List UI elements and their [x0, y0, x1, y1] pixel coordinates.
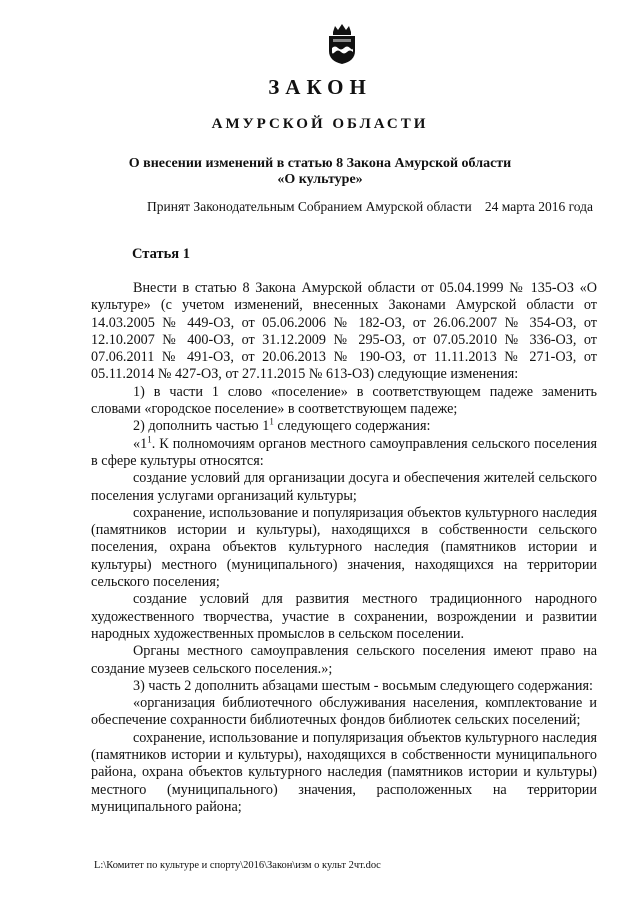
paragraph: 3) часть 2 дополнить абзацами шестым - восьмым следующего содержания:: [133, 677, 593, 694]
paragraph-text: 2) дополнить частью 1: [133, 418, 270, 435]
paragraph: [91, 418, 597, 435]
superscript: 1: [147, 433, 152, 444]
law-title: ЗАКОН: [268, 75, 372, 99]
file-path-footer: L:\Комитет по культуре и спорту\2016\Закон\изм о культ 2чт.doc: [94, 860, 381, 871]
adoption-line: [147, 199, 593, 215]
amur-oblast-coat-of-arms-icon: [323, 23, 361, 65]
region-title: АМУРСКОЙ ОБЛАСТИ: [211, 116, 429, 132]
paragraph: сохранение, использование и популяризация объектов культурного наследия (памятников истории и культуры), находящихся в собственности муниципального района, охрана объектов культурного наследия (памятников истории и культуры) местного (муниципального) значения, расположенных на территории муниципального района;: [91, 729, 597, 815]
paragraph: сохранение, использование и популяризация объектов культурного наследия (памятников истории и культуры), находящихся в собственности сельского поселения, охрана объектов культурного наследия (памятников истории и культуры) местного (муниципального) значения, находящихся на территории сельского поселения;: [91, 504, 597, 591]
adoption-date: 24 марта 2016 года: [484, 199, 593, 214]
article-body: [91, 280, 597, 816]
superscript: 1: [269, 416, 274, 427]
paragraph-text: . К полномочиям органов местного самоуправления сельского поселения в сфере культуры относятся:: [91, 435, 597, 469]
paragraph: Внести в статью 8 Закона Амурской области от 05.04.1999 № 135-ОЗ «О культуре» (с учетом изменений, внесенных Законами Амурской области от 14.03.2005 № 449-ОЗ, от 05.06.2006 № 182-ОЗ, от 26.06.2007 № 354-ОЗ, от 12.10.2007 № 400-ОЗ, от 31.12.2009 № 295-ОЗ, от 07.05.2010 № 336-ОЗ, от 07.06.2011 № 491-ОЗ, от 20.06.2013 № 190-ОЗ, от 11.11.2013 № 271-ОЗ, от 05.11.2014 № 427-ОЗ, от 27.11.2015 № 613-ОЗ) следующие изменения:: [91, 280, 597, 383]
paragraph: Органы местного самоуправления сельского поселения имеют право на создание музеев сельского поселения.»;: [91, 643, 597, 677]
paragraph-text: «1: [133, 435, 148, 452]
adopted-by: Принят Законодательным Собранием Амурской области: [147, 199, 472, 214]
paragraph: [91, 433, 597, 471]
paragraph: создание условий для развития местного традиционного народного художественного творчества, участие в сохранении, возрождении и развитии народных художественных промыслов в сельском поселении.: [91, 591, 597, 642]
paragraph: «организация библиотечного обслуживания населения, комплектование и обеспечение сохранности библиотечных фондов библиотек сельских поселений;: [91, 695, 597, 729]
paragraph: 1) в части 1 слово «поселение» в соответствующем падеже заменить словами «городское поселение» в соответствующем падеже;: [91, 383, 597, 418]
paragraph-text: следующего содержания:: [273, 418, 431, 435]
paragraph: создание условий для организации досуга и обеспечения жителей сельского поселения услугами организаций культуры;: [91, 470, 597, 504]
law-subject-line-1: О внесении изменений в статью 8 Закона Амурской области: [128, 156, 512, 171]
article-heading: Статья 1: [132, 246, 190, 262]
law-subject: [0, 156, 640, 188]
law-subject-line-2: «О культуре»: [277, 172, 363, 187]
